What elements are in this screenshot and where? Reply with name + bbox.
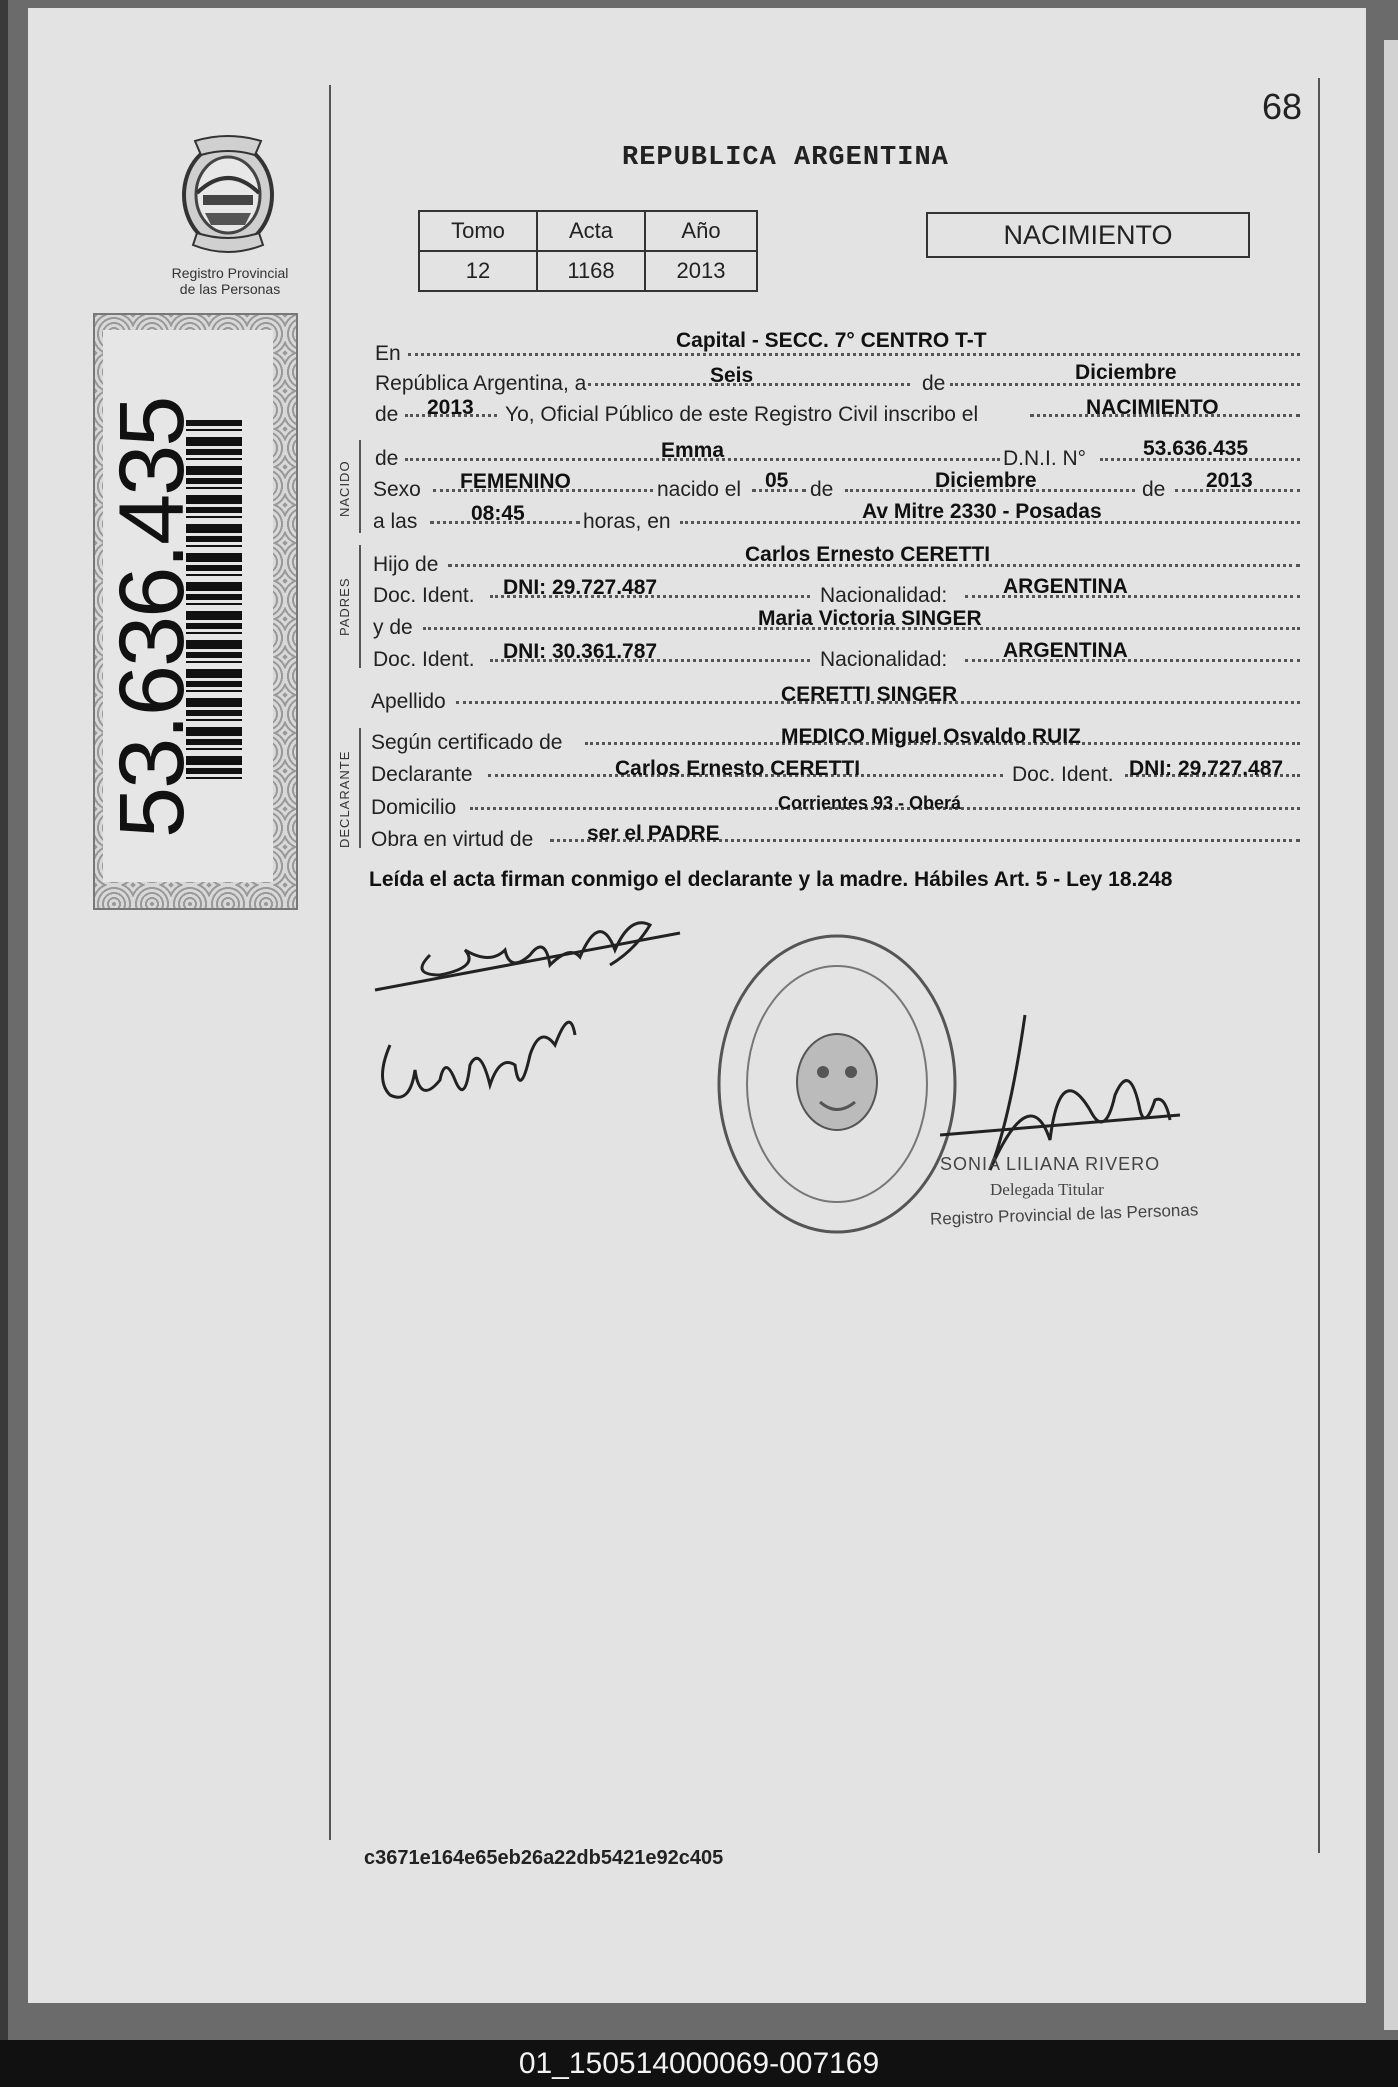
paper-right-edge: [1384, 40, 1398, 2030]
domicilio-label: Domicilio: [371, 796, 457, 819]
father-nationality-value: ARGENTINA: [1003, 575, 1128, 598]
mother-name-value: Maria Victoria SINGER: [758, 607, 982, 630]
section-label-nacido: NACIDO: [337, 460, 352, 517]
birth-month-value: Diciembre: [935, 469, 1037, 492]
book-value-ano: 2013: [645, 251, 757, 291]
certificate-value: MEDICO Miguel Osvaldo RUIZ: [781, 725, 1081, 748]
horas-label: horas, en: [583, 510, 671, 533]
y-de-label: y de: [373, 616, 413, 639]
book-reference-table: [418, 210, 758, 292]
act-value: NACIMIENTO: [1086, 396, 1219, 419]
father-doc-value: DNI: 29.727.487: [503, 576, 658, 599]
mother-doc-value: DNI: 30.361.787: [503, 640, 658, 663]
nacido-de-label: de: [375, 447, 399, 470]
province-shield-icon: [175, 133, 281, 263]
dni-value: 53.636.435: [1143, 437, 1249, 460]
de-label: de: [810, 478, 834, 501]
book-header-tomo: Tomo: [419, 211, 537, 251]
surname-value: CERETTI SINGER: [781, 683, 958, 706]
document-hash: c3671e164e65eb26a22db5421e92c405: [364, 1847, 724, 1869]
sex-value: FEMENINO: [460, 470, 571, 493]
book-value-tomo: 12: [419, 251, 537, 291]
book-value-acta: 1168: [537, 251, 645, 291]
officer-office: Registro Provincial de las Personas: [929, 1200, 1199, 1229]
registry-label-line2: de las Personas: [179, 281, 281, 297]
time-value: 08:45: [471, 502, 525, 525]
officer-title: Delegada Titular: [990, 1180, 1104, 1199]
scan-filename-bar: [0, 2040, 1398, 2087]
address-value: Corrientes 93 - Oberá: [778, 793, 962, 813]
nacionalidad-label: Nacionalidad:: [820, 648, 948, 671]
sexo-label: Sexo: [373, 478, 421, 501]
padres-bracket: [359, 545, 361, 668]
de-label: de: [1142, 478, 1166, 501]
birth-day-value: 05: [765, 469, 789, 492]
place-value: Capital - SECC. 7° CENTRO T-T: [676, 329, 987, 352]
nacionalidad-label: Nacionalidad:: [820, 584, 948, 607]
page-number: 68: [1262, 86, 1303, 127]
oficial-text: Yo, Oficial Público de este Registro Civil inscribo el: [505, 403, 979, 426]
dni-label: D.N.I. N°: [1003, 447, 1087, 470]
mother-nationality-value: ARGENTINA: [1003, 639, 1128, 662]
registry-label-line1: Registro Provincial: [171, 265, 289, 281]
de-label: de: [922, 372, 946, 395]
declarante-bracket: [359, 728, 361, 848]
day-words-value: Seis: [710, 364, 754, 387]
birth-year-value: 2013: [1206, 469, 1253, 492]
nacido-el-label: nacido el: [657, 478, 742, 501]
declarant-doc-value: DNI: 29.727.487: [1129, 757, 1284, 780]
officer-name: SONIA LILIANA RIVERO: [940, 1154, 1161, 1174]
scan-filename: 01_150514000069-007169: [518, 2047, 880, 2080]
right-margin-rule: [1318, 78, 1320, 1853]
declarant-name-value: Carlos Ernesto CERETTI: [615, 757, 861, 780]
doc-ident-label: Doc. Ident.: [373, 648, 475, 671]
certificado-label: Según certificado de: [371, 731, 563, 754]
left-margin-rule: [329, 85, 331, 1840]
a-las-label: a las: [373, 510, 418, 533]
name-value: Emma: [661, 439, 725, 462]
book-header-ano: Año: [645, 211, 757, 251]
country-title: REPUBLICA ARGENTINA: [622, 143, 949, 173]
declarante-label: Declarante: [371, 763, 473, 786]
apellido-label: Apellido: [371, 690, 446, 713]
mother-signature-icon: [370, 985, 590, 1115]
birth-place-value: Av Mitre 2330 - Posadas: [862, 500, 1102, 523]
official-seal-icon: [715, 932, 960, 1237]
section-label-declarante: DECLARANTE: [337, 750, 352, 848]
hijo-de-label: Hijo de: [373, 553, 439, 576]
section-label-padres: PADRES: [337, 577, 352, 636]
book-header-acta: Acta: [537, 211, 645, 251]
record-type-box: NACIMIENTO: [926, 212, 1250, 258]
book-table-header-row: [419, 211, 757, 251]
id-strip-number: 53.636.435: [101, 397, 203, 838]
registry-label: [155, 265, 305, 297]
capacity-value: ser el PADRE: [587, 822, 720, 845]
de-label: de: [375, 403, 399, 426]
father-name-value: Carlos Ernesto CERETTI: [745, 543, 991, 566]
doc-ident-label: Doc. Ident.: [373, 584, 475, 607]
month-value: Diciembre: [1075, 361, 1177, 384]
book-table-value-row: [419, 251, 757, 291]
year-value: 2013: [427, 396, 474, 419]
nacido-bracket: [359, 440, 361, 533]
doc-ident-label: Doc. Ident.: [1012, 763, 1114, 786]
closing-statement: Leída el acta firman conmigo el declarante y la madre. Hábiles Art. 5 - Ley 18.248: [369, 868, 1173, 891]
republica-label: República Argentina, a: [375, 372, 587, 395]
en-label: En: [375, 342, 401, 365]
obra-label: Obra en virtud de: [371, 828, 534, 851]
